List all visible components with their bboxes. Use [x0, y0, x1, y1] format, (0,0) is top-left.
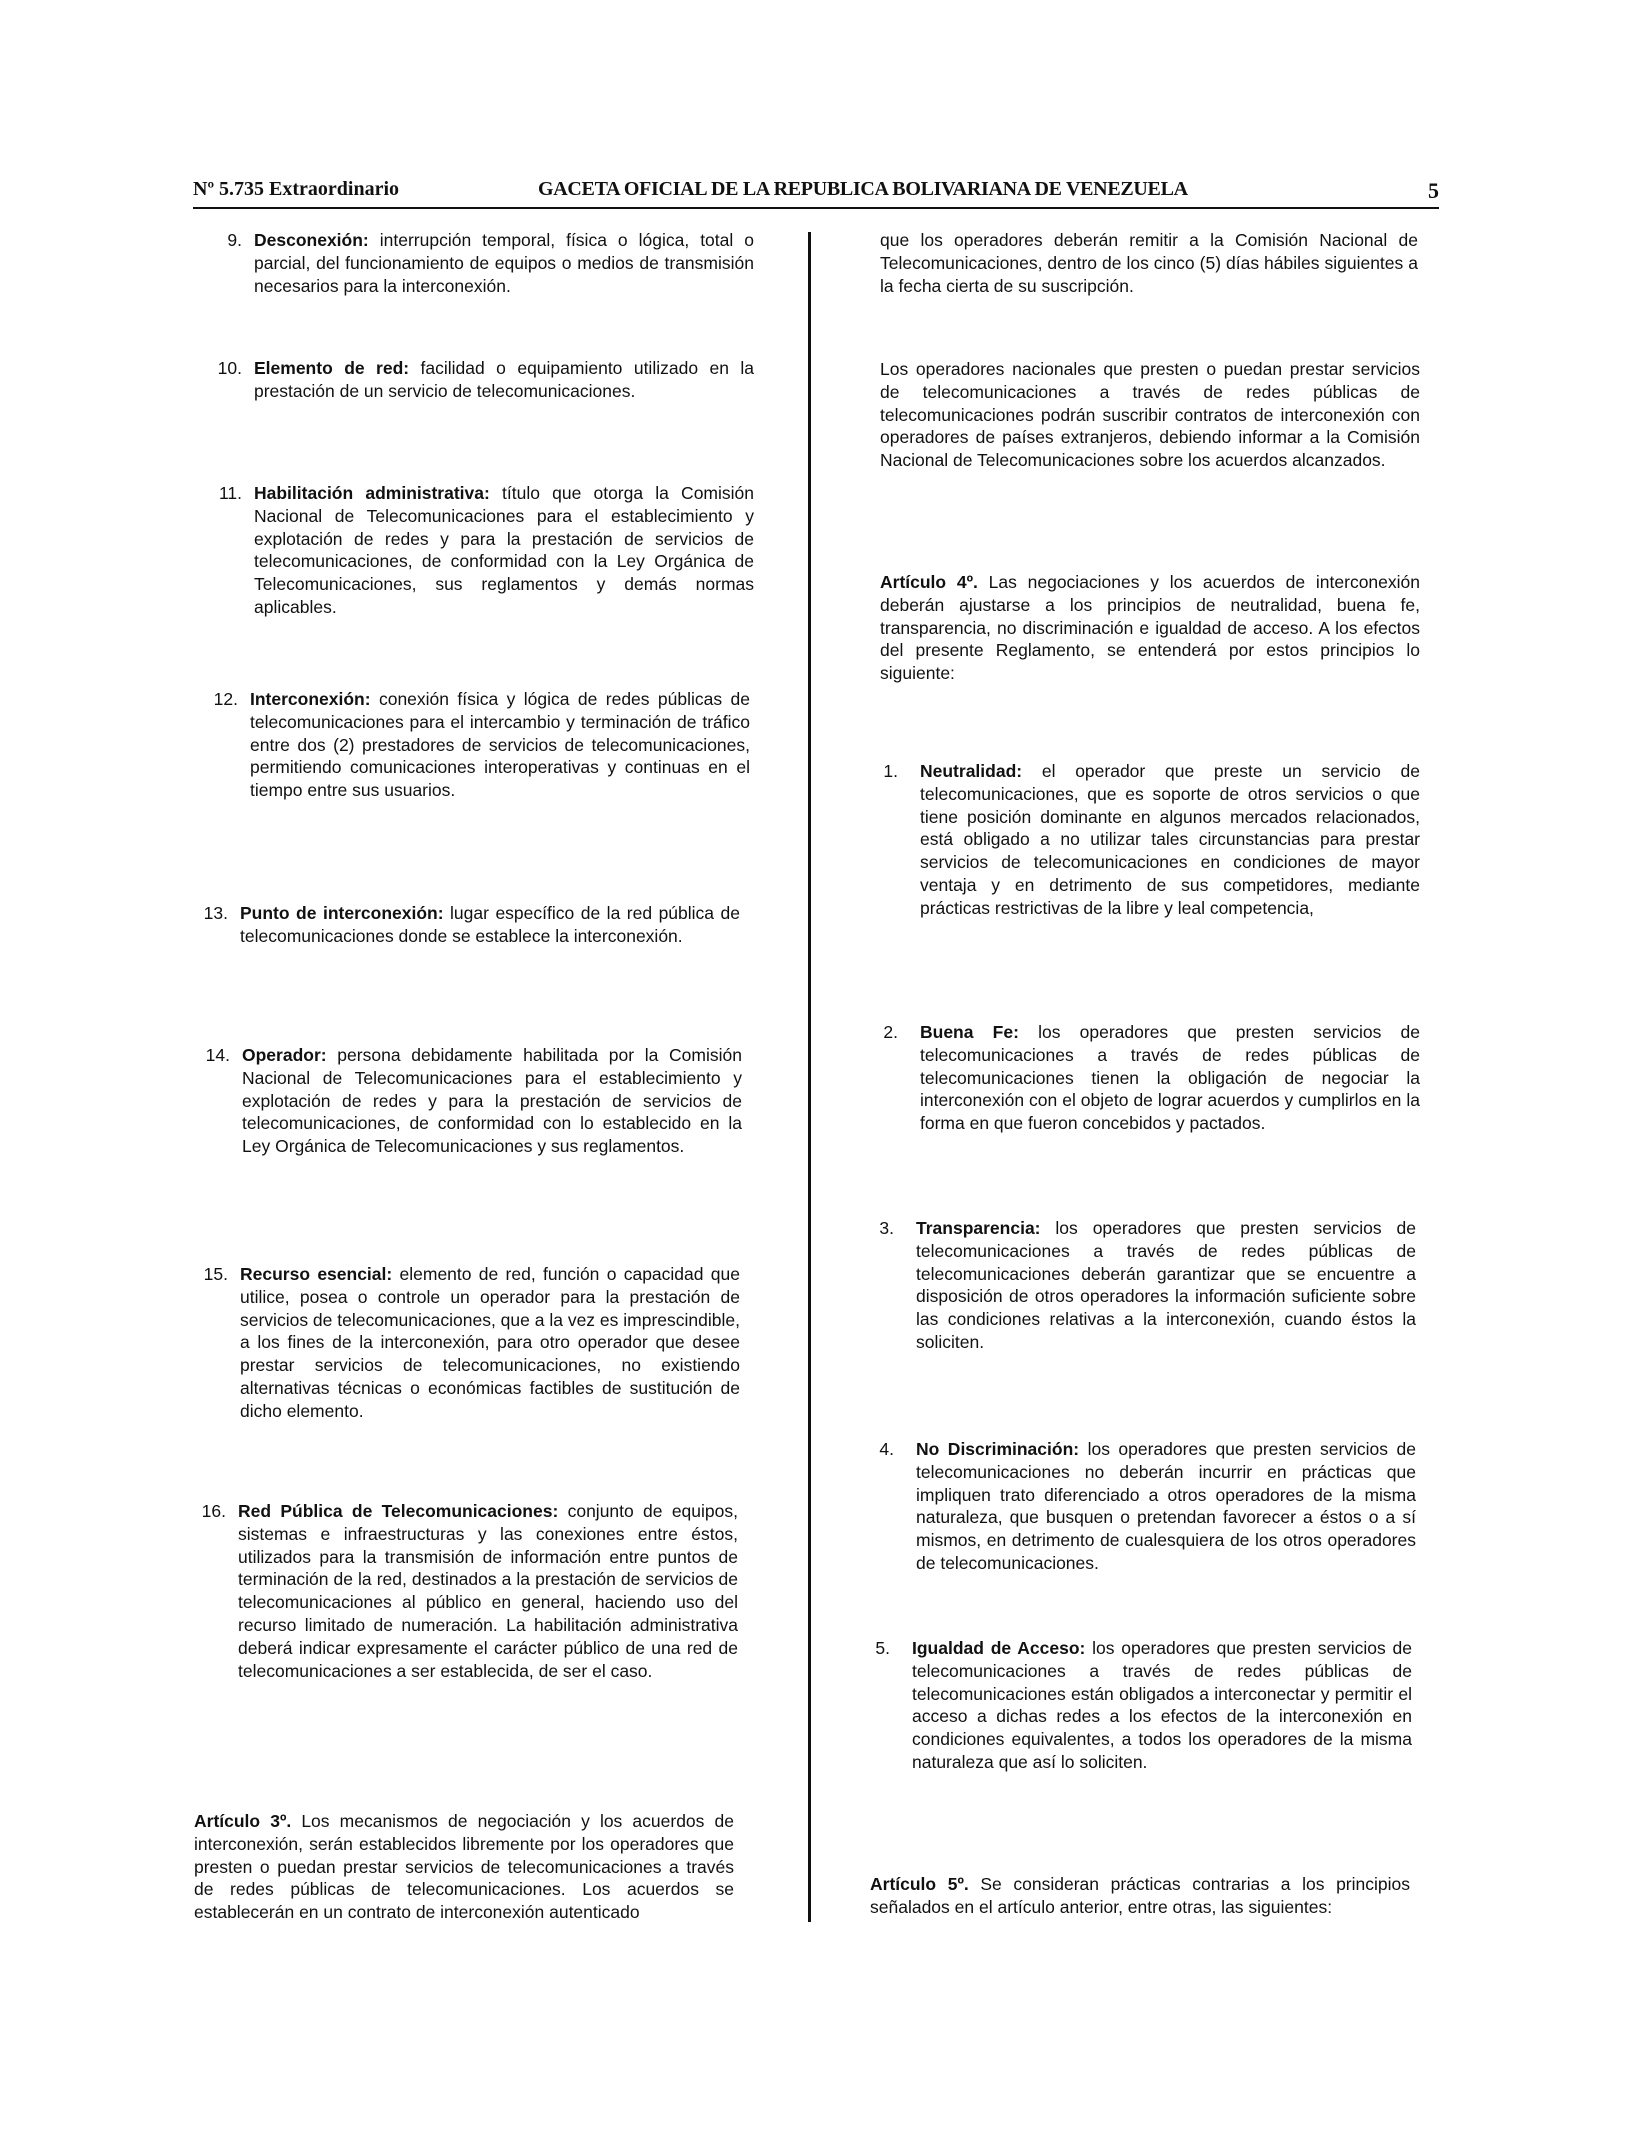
- item-term: Igualdad de Acceso:: [912, 1638, 1086, 1658]
- article-3-continued: [880, 229, 1418, 297]
- item-term: Buena Fe:: [920, 1022, 1019, 1042]
- item-body: los operadores que presten servicios de telecomunicaciones no deberán incurrir en prácticas que impliquen trato diferenciado a otros operadores de la misma naturaleza, que busquen o pretendan favorecer a éstos o a sí mismos, en detrimento de cualesquiera de los otros operadores de telecomunicaciones.: [916, 1439, 1416, 1573]
- column-divider: [808, 232, 811, 1922]
- article-body: que los operadores deberán remitir a la Comisión Nacional de Telecomunicaciones, dentro de los cinco (5) días hábiles siguientes a la fecha cierta de su suscripción.: [880, 230, 1418, 296]
- item-text: [238, 1500, 738, 1682]
- item-term: Punto de interconexión:: [240, 903, 444, 923]
- gazette-title: GACETA OFICIAL DE LA REPUBLICA BOLIVARIANA DE VENEZUELA: [538, 178, 1188, 200]
- definition-16: [201, 1500, 738, 1682]
- article-heading: Artículo 5º.: [870, 1874, 969, 1894]
- item-body: el operador que preste un servicio de telecomunicaciones, que es soporte de otros servicios o que tiene posición dominante en algunos mercados relacionados, está obligado a no utilizar tales circunstancias para prestar servicios de telecomunicaciones en condiciones de mayor ventaja y en detrimento de sus competidores, mediante prácticas restrictivas de la libre y leal competencia,: [920, 761, 1420, 918]
- article-body: Las negociaciones y los acuerdos de interconexión deberán ajustarse a los principios de neutralidad, buena fe, transparencia, no discriminación e igualdad de acceso. A los efectos del presente Reglamento, se entenderá por estos principios lo siguiente:: [880, 572, 1420, 684]
- article-heading: Artículo 3º.: [194, 1811, 292, 1831]
- item-body: los operadores que presten servicios de telecomunicaciones a través de redes públicas de telecomunicaciones están obligados a interconectar y permitir el acceso a dichas redes a los efectos de la interconexión en condiciones equivalentes, a todos los operadores de la misma naturaleza que así lo soliciten.: [912, 1638, 1412, 1772]
- definition-9: [227, 229, 754, 297]
- item-term: Interconexión:: [250, 689, 371, 709]
- definition-11: [218, 482, 754, 619]
- item-text: [250, 688, 750, 802]
- article-body: Los mecanismos de negociación y los acuerdos de interconexión, serán establecidos libremente por los operadores que presten o puedan prestar servicios de telecomunicaciones a través de redes públicas de telecomunicaciones. Los acuerdos se establecerán en un contrato de interconexión autenticado: [194, 1811, 734, 1923]
- article-heading: Artículo 4º.: [880, 572, 978, 592]
- item-text: [254, 229, 754, 297]
- item-body: los operadores que presten servicios de telecomunicaciones a través de redes públicas de telecomunicaciones tienen la obligación de negociar la interconexión con el objeto de lograr acuerdos y cumplirlos en la forma en que fueron concebidos y pactados.: [920, 1022, 1420, 1134]
- principle-3: [879, 1217, 1416, 1354]
- definition-12: [213, 688, 750, 802]
- item-number: 16.: [201, 1501, 226, 1521]
- item-body: lugar específico de la red pública de telecomunicaciones donde se establece la interconexión.: [240, 903, 740, 946]
- article-body: Los operadores nacionales que presten o puedan prestar servicios de telecomunicaciones a través de redes públicas de telecomunicaciones podrán suscribir contratos de interconexión con operadores de países extranjeros, debiendo informar a la Comisión Nacional de Telecomunicaciones sobre los acuerdos alcanzados.: [880, 359, 1420, 471]
- item-body: los operadores que presten servicios de telecomunicaciones a través de redes públicas de telecomunicaciones deberán garantizar que se encuentre a disposición de otros operadores la información suficiente sobre las condiciones relativas a la interconexión, cuando éstos la soliciten.: [916, 1218, 1416, 1352]
- item-number: 3.: [879, 1218, 894, 1238]
- item-body: conjunto de equipos, sistemas e infraestructuras y las conexiones entre éstos, utilizados para la transmisión de información entre puntos de terminación de la red, destinados a la prestación de servicios de telecomunicaciones al público en general, haciendo uso del recurso limitado de numeración. La habilitación administrativa deberá indicar expresamente el carácter público de una red de telecomunicaciones a ser establecida, de ser el caso.: [238, 1501, 738, 1681]
- item-body: conexión física y lógica de redes públicas de telecomunicaciones para el intercambio y terminación de tráfico entre dos (2) prestadores de servicios de telecomunicaciones, permitiendo comunicaciones interoperativas y continuas en el tiempo entre sus usuarios.: [250, 689, 750, 801]
- item-term: Elemento de red:: [254, 358, 410, 378]
- item-number: 4.: [879, 1439, 894, 1459]
- header-rule: [193, 207, 1439, 209]
- item-number: 12.: [213, 689, 238, 709]
- item-number: 2.: [883, 1022, 898, 1042]
- item-term: Operador:: [242, 1045, 327, 1065]
- article-3-paragraph-2: [880, 358, 1420, 472]
- item-text: [254, 482, 754, 619]
- definition-14: [205, 1044, 742, 1158]
- page-number: 5: [1428, 178, 1439, 203]
- definition-10: [217, 357, 754, 403]
- item-number: 15.: [203, 1264, 228, 1284]
- item-text: [240, 902, 740, 948]
- item-term: Desconexión:: [254, 230, 369, 250]
- item-text: [254, 357, 754, 403]
- item-number: 5.: [875, 1638, 890, 1658]
- item-term: No Discriminación:: [916, 1439, 1080, 1459]
- item-body: persona debidamente habilitada por la Comisión Nacional de Telecomunicaciones para el establecimiento y explotación de redes y para la prestación de servicios de telecomunicaciones, de conformidad con lo establecido en la Ley Orgánica de Telecomunicaciones y sus reglamentos.: [242, 1045, 742, 1157]
- item-text: [920, 1021, 1420, 1135]
- principle-2: [883, 1021, 1420, 1135]
- item-text: [240, 1263, 740, 1423]
- item-term: Red Pública de Telecomunicaciones:: [238, 1501, 559, 1521]
- item-body: interrupción temporal, física o lógica, total o parcial, del funcionamiento de equipos o medios de transmisión necesarios para la interconexión.: [254, 230, 754, 296]
- item-term: Recurso esencial:: [240, 1264, 393, 1284]
- item-text: [916, 1438, 1416, 1575]
- principle-5: [875, 1637, 1412, 1774]
- item-number: 11.: [218, 483, 242, 503]
- item-text: [920, 760, 1420, 920]
- item-body: facilidad o equipamiento utilizado en la prestación de un servicio de telecomunicaciones.: [254, 358, 754, 401]
- item-body: elemento de red, función o capacidad que utilice, posea o controle un operador para la prestación de servicios de telecomunicaciones, que a la vez es imprescindible, a los fines de la interconexión, para otro operador que desee prestar servicios de telecomunicaciones, no existiendo alternativas técnicas o económicas factibles de sustitución de dicho elemento.: [240, 1264, 740, 1421]
- item-term: Transparencia:: [916, 1218, 1041, 1238]
- item-text: [912, 1637, 1412, 1774]
- principle-4: [879, 1438, 1416, 1575]
- item-term: Habilitación administrativa:: [254, 483, 490, 503]
- issue-number: Nº 5.735 Extraordinario: [193, 178, 400, 200]
- item-number: 14.: [205, 1045, 230, 1065]
- item-number: 1.: [883, 761, 898, 781]
- item-body: título que otorga la Comisión Nacional de Telecomunicaciones para el establecimiento y explotación de redes y para la prestación de servicios de telecomunicaciones, de conformidad con la Ley Orgánica de Telecomunicaciones, sus reglamentos y demás normas aplicables.: [254, 483, 754, 617]
- definition-13: [203, 902, 740, 948]
- item-number: 10.: [217, 358, 242, 378]
- article-body: Se consideran prácticas contrarias a los principios señalados en el artículo anterior, entre otras, las siguientes:: [870, 1874, 1410, 1917]
- item-term: Neutralidad:: [920, 761, 1023, 781]
- item-number: 9.: [227, 230, 242, 250]
- article-4: [880, 571, 1420, 685]
- page-header: [193, 178, 1439, 206]
- article-3: [194, 1810, 734, 1924]
- article-5: [870, 1873, 1410, 1919]
- definition-15: [203, 1263, 740, 1423]
- item-text: [916, 1217, 1416, 1354]
- item-number: 13.: [203, 903, 228, 923]
- item-text: [242, 1044, 742, 1158]
- principle-1: [883, 760, 1420, 920]
